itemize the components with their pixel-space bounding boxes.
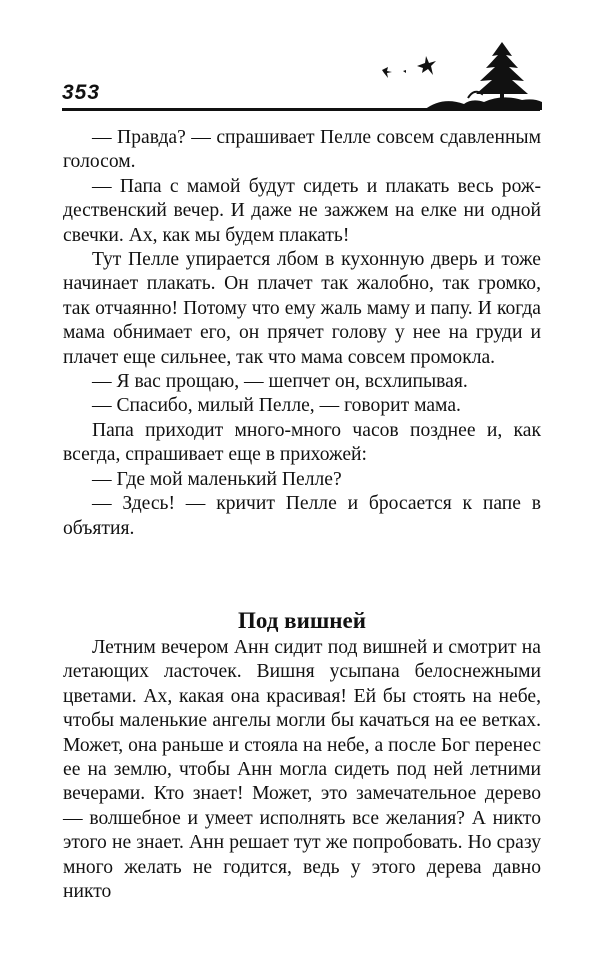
paragraph: — Я вас прощаю, — шепчет он, всхлипывая. (92, 371, 468, 393)
text-section-top (63, 126, 541, 541)
birds-and-fir-tree-icon (372, 38, 542, 110)
fir-tree-icon (476, 42, 528, 104)
paragraph: — Папа с мамой будут сидеть и плакать весь рождественский вечер. И даже не зажжем на елке ни одной свечки. Ах, как мы будем плакать! (63, 175, 541, 246)
page-number: 353 (62, 81, 101, 104)
paragraph: — Где мой маленький Пелле? (92, 468, 342, 490)
text-section-chapter (63, 636, 541, 904)
paragraph: Летним вечером Анн сидит под вишней и смотрит на летающих ласточек. Вишня усыпана белоснежными цветами. Ах, какая она красивая! Ей бы стоять на небе, чтобы маленькие ангелы могли бы качаться на ее ветках. Может, она раньше и стояла на небе, а после Бог перенес ее на землю, чтобы Анн могла сидеть под ней летними вечерами. Кто знает! Может, это замечательное дерево — волшебное и умеет исполнять все желания? А никто этого не знает. Анн решает тут же попробовать. Но сразу много желать не годится, ведь у этого дерева давно никто (63, 637, 541, 903)
page-header (62, 38, 540, 114)
bird-icon (417, 56, 436, 75)
paragraph: — Правда? — спрашивает Пелле совсем сдавленным голосом. (63, 127, 541, 173)
bird-icon (382, 67, 392, 78)
bird-icon (403, 70, 406, 73)
paragraph: Папа приходит много-много часов позднее и, как всегда, спрашивает еще в прихожей: (63, 419, 541, 466)
chapter-title: Под вишней (238, 608, 366, 634)
paragraph: Тут Пелле упирается лбом в кухонную дверь и тоже начинает плакать. Он плачет так жалобно, так громко, так отчаянно! Потому что ему жаль маму и папу. И когда мама обнимает его, он прячет голову у нее на груди и плачет еще сильнее, так что мама совсем промокла. (63, 249, 541, 368)
paragraph: — Спасибо, милый Пелле, — говорит мама. (92, 395, 461, 417)
paragraph: — Здесь! — кричит Пелле и бросается к папе в объятия. (63, 493, 541, 539)
